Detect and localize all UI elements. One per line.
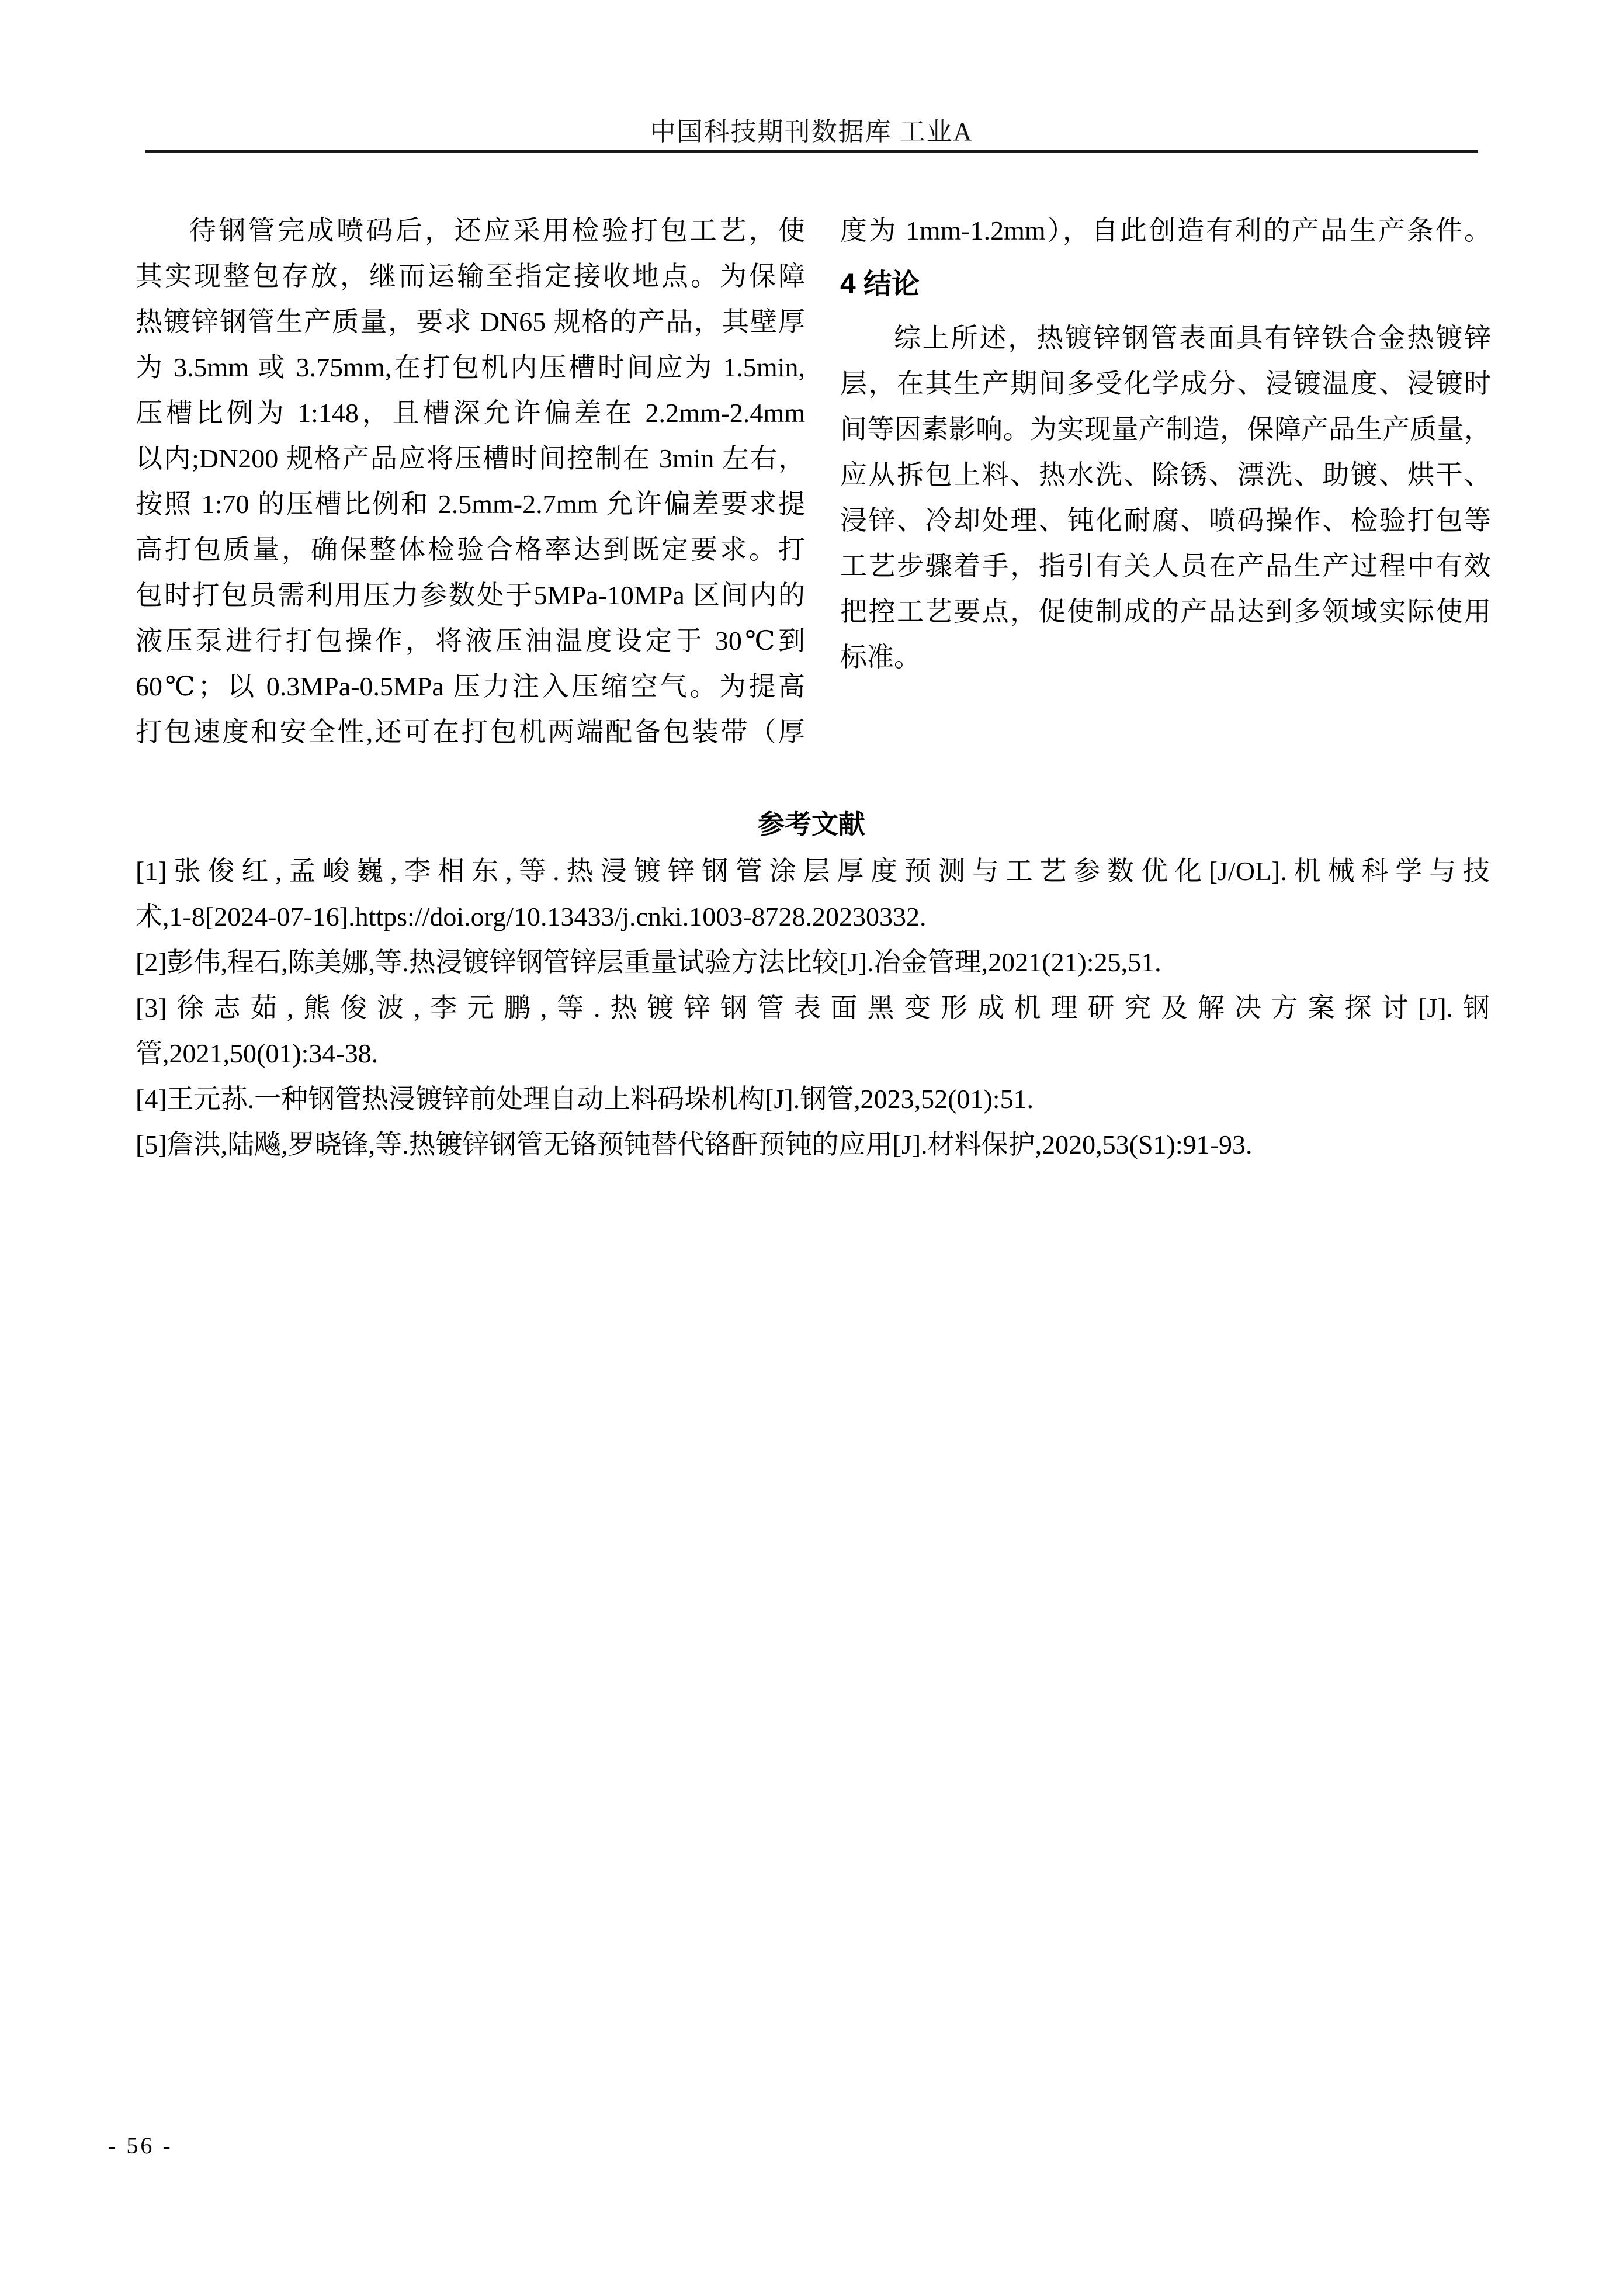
text-line: 其实现整包存放，继而运输至指定接收地点。为保障 [136,261,805,291]
text-line: 打包速度和安全性,还可在打包机两端配备包装带（厚 [136,717,805,747]
reference-line: 管,2021,50(01):34-38. [136,1038,379,1068]
journal-header-title: 中国科技期刊数据库 工业A [650,117,973,146]
text-line: 液压泵进行打包操作，将液压油温度设定于 30℃到 [136,626,805,656]
text-line: 以内;DN200 规格产品应将压槽时间控制在 3min 左右， [136,444,805,473]
text-line: 工艺步骤着手，指引有关人员在产品生产过程中有效 [840,551,1491,581]
text-line: 压槽比例为 1:148，且槽深允许偏差在 2.2mm-2.4mm [136,398,805,428]
header-divider [145,150,1478,153]
text-line: 应从拆包上料、热水洗、除锈、漂洗、助镀、烘干、 [840,460,1491,490]
conclusion-paragraph [840,316,1491,680]
packing-process-paragraph [136,208,805,755]
reference-line: [4]王元荪.一种钢管热浸镀锌前处理自动上料码垛机构[J].钢管,2023,52(01):51. [136,1084,1034,1114]
text-line: 层，在其生产期间多受化学成分、浸镀温度、浸镀时 [840,369,1491,399]
text-line: 包时打包员需利用压力参数处于5MPa-10MPa 区间内的 [136,580,805,610]
article-body [136,208,1491,755]
conclusion-heading: 4 结论 [840,269,920,300]
text-line: 间等因素影响。为实现量产制造，保障产品生产质量， [840,414,1491,444]
reference-line: 术,1-8[2024-07-16].https://doi.org/10.13433/j.cnki.1003-8728.20230332. [136,902,927,931]
right-column [840,208,1491,755]
text-line: 度为 1mm-1.2mm），自此创造有利的产品生产条件。 [840,216,1491,245]
text-line: 60℃；以 0.3MPa-0.5MPa 压力注入压缩空气。为提高 [136,671,805,701]
left-column [136,208,805,755]
references-list [136,849,1490,1168]
references-title: 参考文献 [758,809,865,839]
reference-line: [2]彭伟,程石,陈美娜,等.热浸镀锌钢管锌层重量试验方法比较[J].冶金管理,2021(21):25,51. [136,947,1161,977]
reference-line: [1]张俊红,孟峻巍,李相东,等.热浸镀锌钢管涂层厚度预测与工艺参数优化[J/OL].机械科学与技 [136,856,1490,886]
text-line: 综上所述，热镀锌钢管表面具有锌铁合金热镀锌 [894,323,1491,353]
paragraph-continuation [840,208,1491,254]
text-line: 待钢管完成喷码后，还应采用检验打包工艺，使 [189,216,805,245]
text-line: 热镀锌钢管生产质量，要求 DN65 规格的产品，其壁厚 [136,307,805,337]
page-number: - 56 - [108,2132,173,2159]
text-line: 按照 1:70 的压槽比例和 2.5mm-2.7mm 允许偏差要求提 [136,489,805,519]
column-gutter [805,208,840,755]
text-line: 为 3.5mm 或 3.75mm,在打包机内压槽时间应为 1.5min, [136,352,805,382]
text-line: 浸锌、冷却处理、钝化耐腐、喷码操作、检验打包等 [840,505,1491,535]
text-line: 把控工艺要点，促使制成的产品达到多领域实际使用 [840,597,1491,626]
text-line: 高打包质量，确保整体检验合格率达到既定要求。打 [136,535,805,565]
reference-line: [3]徐志茹,熊俊波,李元鹏,等.热镀锌钢管表面黑变形成机理研究及解决方案探讨[J].钢 [136,993,1490,1023]
text-line: 标准。 [840,642,921,672]
reference-line: [5]詹洪,陆飚,罗晓锋,等.热镀锌钢管无铬预钝替代铬酐预钝的应用[J].材料保护,2020,53(S1):91-93. [136,1130,1253,1159]
